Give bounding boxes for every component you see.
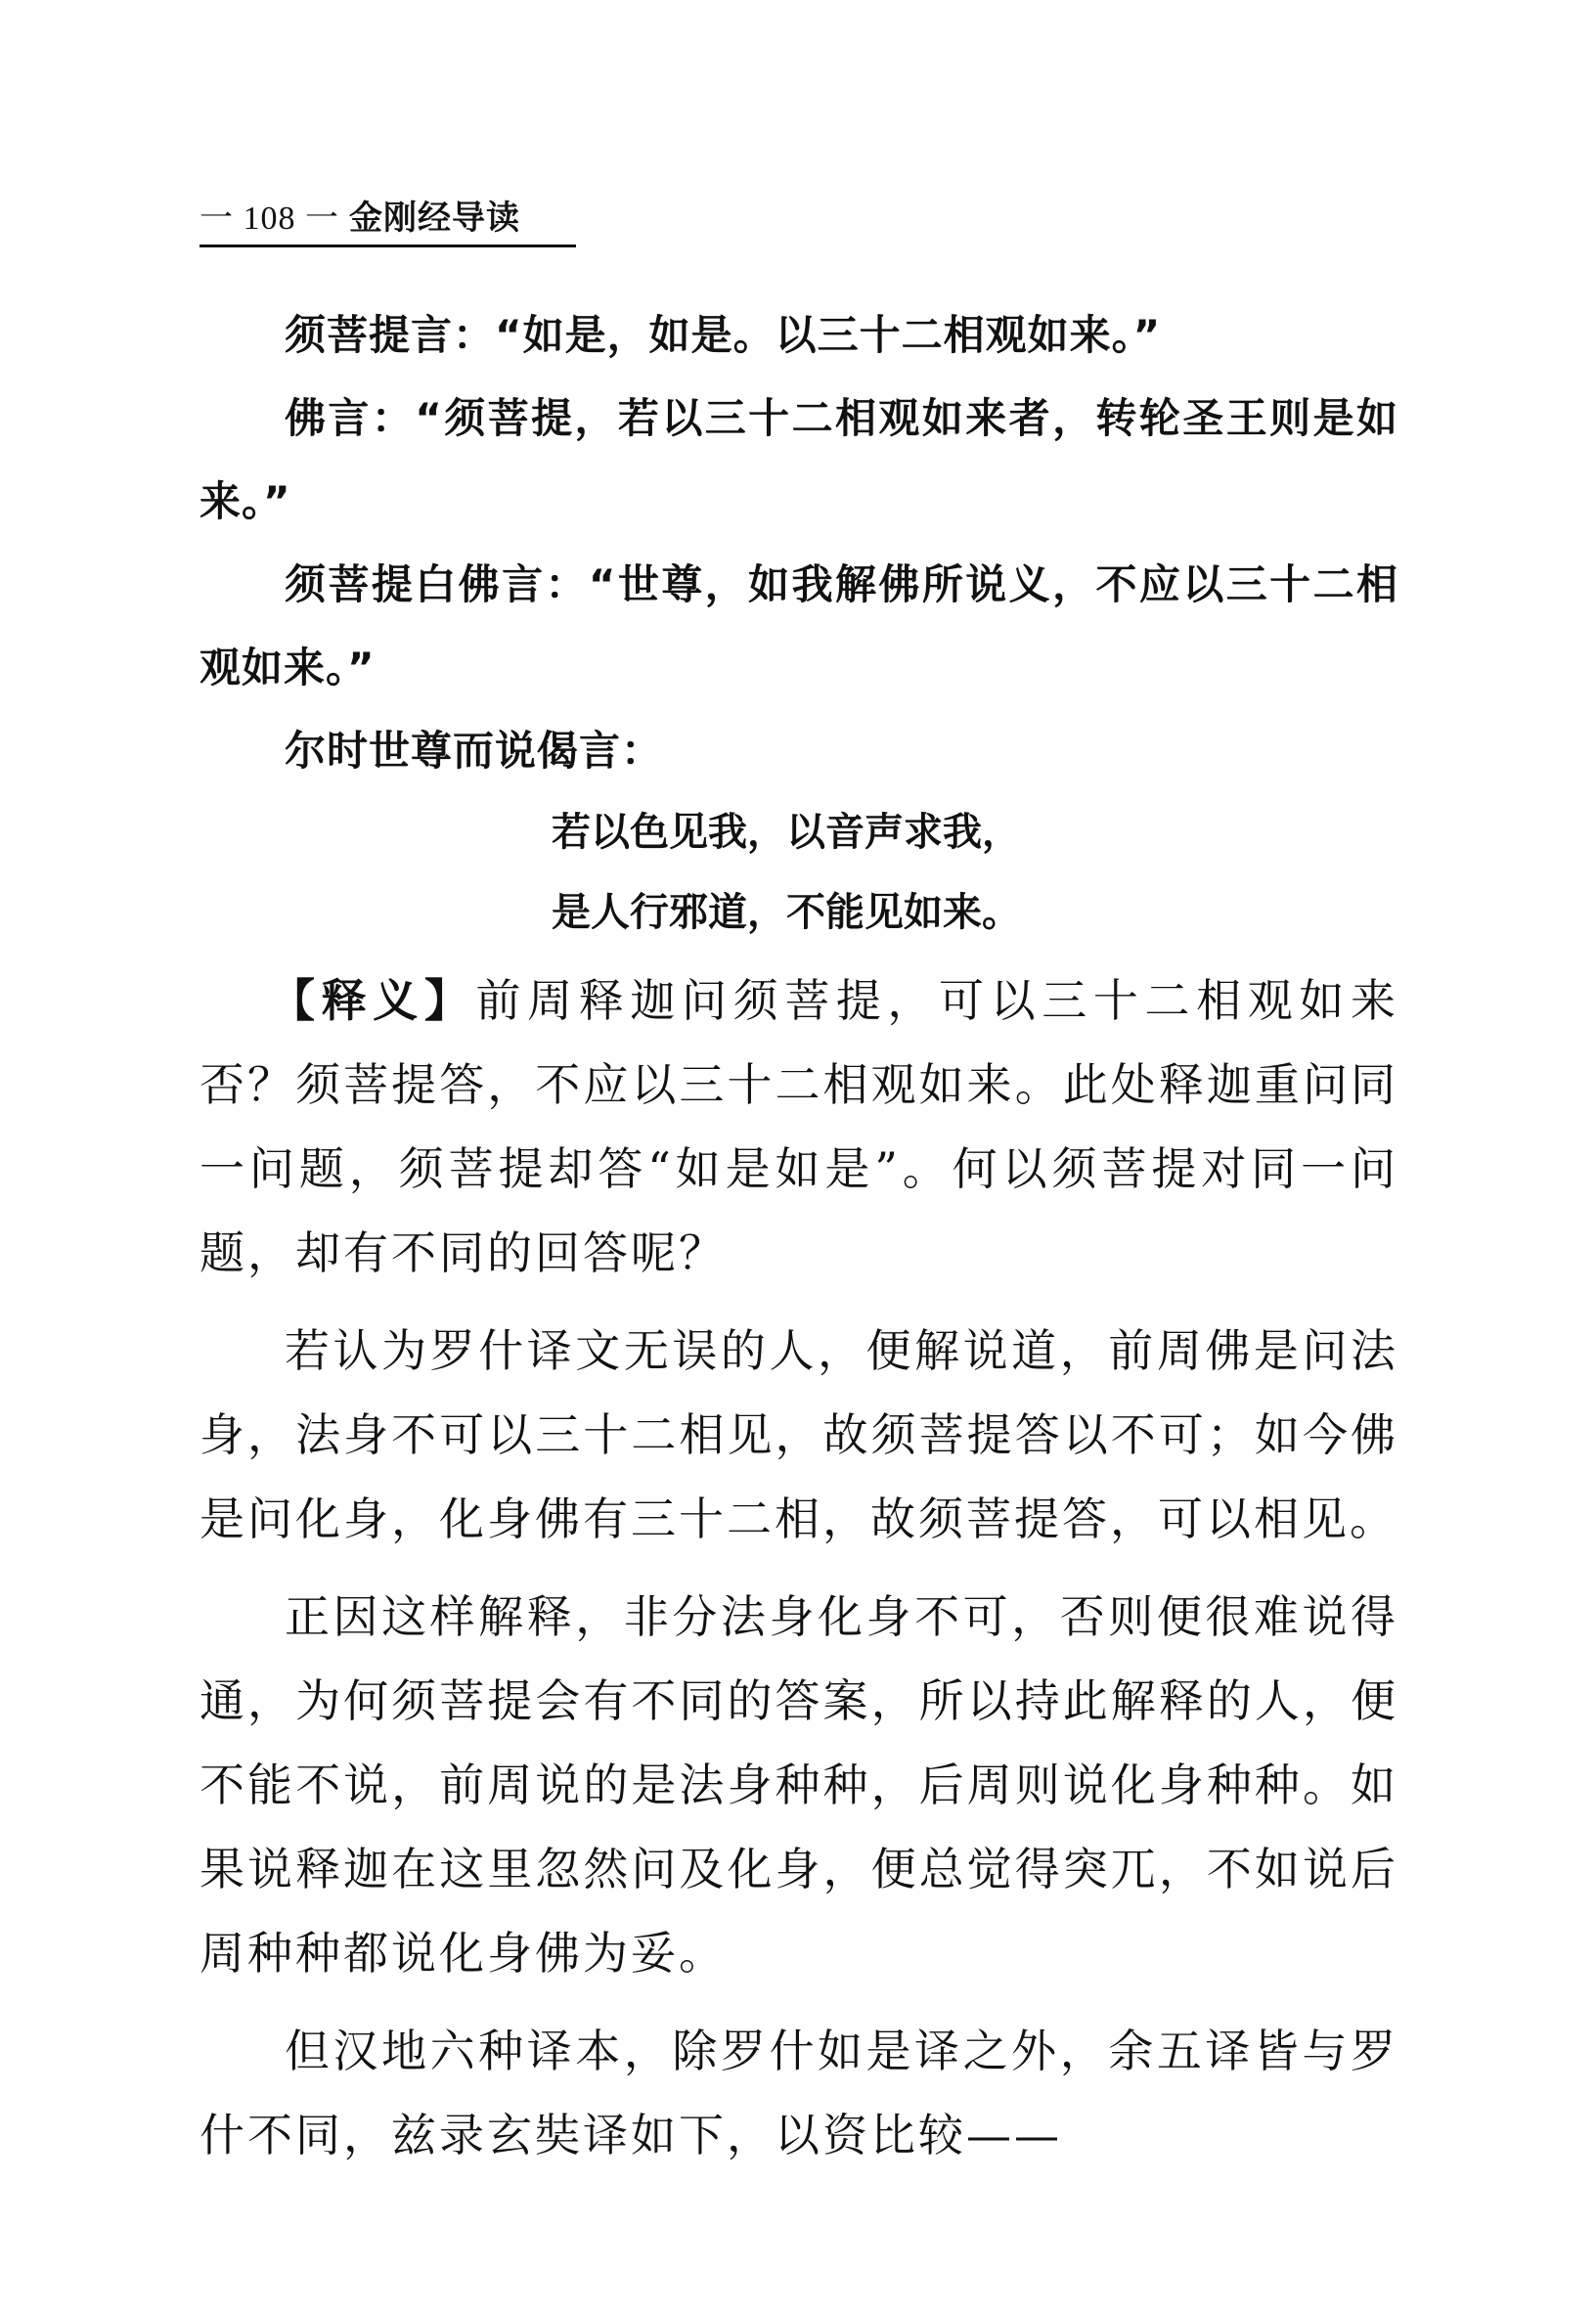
commentary-paragraph bbox=[200, 958, 1398, 1295]
commentary-text: 前周释迦问须菩提，可以三十二相观如来否？须菩提答，不应以三十二相观如来。此处释迦重问同一问题，须菩提却答“如是如是”。何以须菩提对同一问题，却有不同的回答呢？ bbox=[200, 974, 1399, 1279]
commentary-paragraph: 正因这样解释，非分法身化身不可，否则便很难说得通，为何须菩提会有不同的答案，所以持此解释的人，便不能不说，前周说的是法身种种，后周则说化身种种。如果说释迦在这里忽然问及化身，便总觉得突兀，不如说后周种种都说化身佛为妥。 bbox=[200, 1590, 1398, 1980]
commentary-paragraph: 但汉地六种译本，除罗什如是译之外，余五译皆与罗什不同，兹录玄奘译如下，以资比较—— bbox=[200, 2025, 1398, 2161]
sutra-paragraph: 须菩提言：“如是，如是。以三十二相观如来。” bbox=[285, 311, 1162, 359]
sutra-paragraph: 尔时世尊而说偈言： bbox=[285, 727, 664, 775]
verse-line: 若以色见我，以音声求我， bbox=[552, 810, 1021, 855]
running-header bbox=[200, 192, 576, 247]
commentary-label: 【释义】 bbox=[270, 974, 476, 1027]
sutra-paragraph: 佛言：“须菩提，若以三十二相观如来者，转轮圣王则是如来。” bbox=[200, 394, 1398, 525]
book-title: 金刚经导读 bbox=[349, 199, 520, 238]
verse-line: 是人行邪道，不能见如来。 bbox=[552, 890, 1021, 935]
page-content bbox=[200, 293, 1398, 2177]
commentary-paragraph: 若认为罗什译文无误的人，便解说道，前周佛是问法身，法身不可以三十二相见，故须菩提答以不可；如今佛是问化身，化身佛有三十二相，故须菩提答，可以相见。 bbox=[200, 1324, 1398, 1545]
sutra-paragraph: 须菩提白佛言：“世尊，如我解佛所说义，不应以三十二相观如来。” bbox=[200, 560, 1398, 691]
page-number: 一 108 一 bbox=[200, 200, 339, 237]
